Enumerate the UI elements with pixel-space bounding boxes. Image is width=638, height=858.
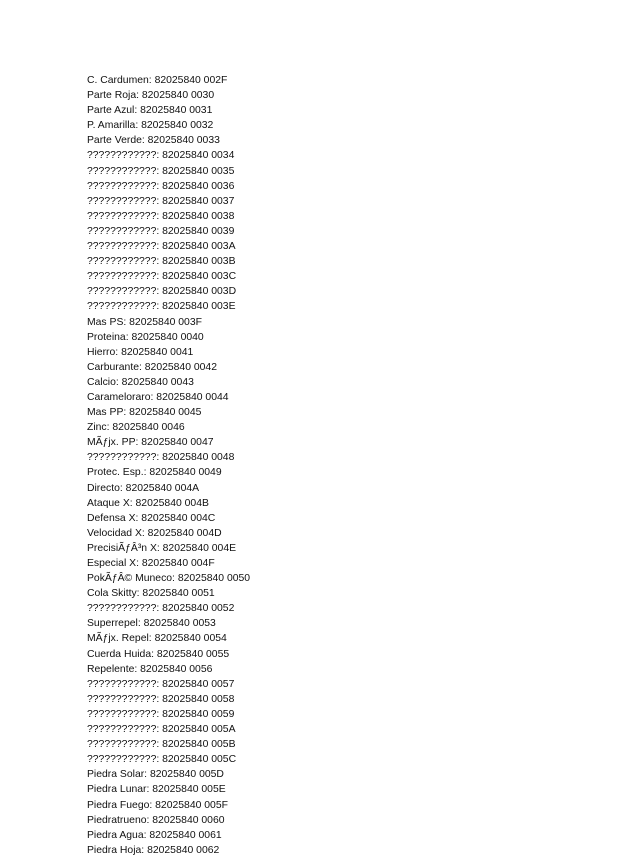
code-line: Especial X: 82025840 004F [87, 558, 215, 569]
code-line: Calcio: 82025840 0043 [87, 376, 194, 388]
code-line: Cola Skitty: 82025840 0051 [87, 588, 215, 600]
code-line: Piedra Fuego: 82025840 005F [87, 799, 228, 811]
code-line: ????????????: 82025840 0038 [87, 210, 235, 222]
code-line: Velocidad X: 82025840 004D [87, 527, 222, 539]
code-line: Piedra Solar: 82025840 005D [87, 769, 224, 781]
code-line: Protec. Esp.: 82025840 0049 [87, 467, 222, 479]
code-line: ????????????: 82025840 0035 [87, 165, 235, 177]
code-line: ????????????: 82025840 0034 [87, 150, 235, 162]
code-line: Superrepel: 82025840 0053 [87, 618, 216, 630]
code-line: ????????????: 82025840 005A [87, 724, 236, 736]
code-line: ????????????: 82025840 0048 [87, 452, 235, 464]
code-line: Mas PS: 82025840 003F [87, 316, 202, 328]
code-line: Piedra Lunar: 82025840 005E [87, 784, 226, 796]
code-line: Carameloraro: 82025840 0044 [87, 391, 229, 403]
code-line: ????????????: 82025840 0039 [87, 225, 235, 237]
code-line: Directo: 82025840 004A [87, 482, 200, 494]
code-line: Piedra Agua: 82025840 0061 [87, 829, 222, 841]
code-line: ????????????: 82025840 0058 [87, 693, 235, 705]
code-line: ????????????: 82025840 005C [87, 754, 237, 766]
code-line: Parte Roja: 82025840 0030 [87, 90, 215, 102]
code-line: P. Amarilla: 82025840 0032 [87, 120, 214, 132]
code-line: ????????????: 82025840 0057 [87, 678, 235, 690]
code-line: Cuerda Huida: 82025840 0055 [87, 648, 230, 660]
code-line: ????????????: 82025840 005B [87, 739, 236, 751]
code-line: PrecisiÃƒÂ³n X: 82025840 004E [87, 542, 237, 554]
code-line: Mas PP: 82025840 0045 [87, 407, 202, 419]
code-line: ????????????: 82025840 003D [87, 286, 237, 298]
code-line: C. Cardumen: 82025840 002F [87, 75, 228, 86]
code-line: Piedra Hoja: 82025840 0062 [87, 844, 220, 856]
code-line: Hierro: 82025840 0041 [87, 346, 194, 358]
code-line: Ataque X: 82025840 004B [87, 497, 209, 509]
code-line: ????????????: 82025840 003B [87, 256, 236, 268]
code-line: ????????????: 82025840 0052 [87, 603, 235, 615]
code-line: Proteina: 82025840 0040 [87, 331, 204, 343]
code-line: MÃƒjx. PP: 82025840 0047 [87, 437, 214, 449]
code-line: ????????????: 82025840 003C [87, 271, 237, 283]
code-line: ????????????: 82025840 0059 [87, 708, 235, 720]
code-line: Parte Azul: 82025840 0031 [87, 105, 213, 117]
code-line: Carburante: 82025840 0042 [87, 361, 217, 373]
code-line: ????????????: 82025840 003A [87, 241, 236, 253]
code-line: ????????????: 82025840 003E [87, 301, 236, 313]
code-line: PokÃƒÂ© Muneco: 82025840 0050 [87, 573, 251, 585]
code-list [87, 73, 250, 858]
code-line: MÃƒjx. Repel: 82025840 0054 [87, 633, 227, 645]
code-line: Parte Verde: 82025840 0033 [87, 135, 220, 147]
code-line: ????????????: 82025840 0037 [87, 195, 235, 207]
code-line: Repelente: 82025840 0056 [87, 663, 213, 675]
code-line: Piedratrueno: 82025840 0060 [87, 814, 225, 826]
code-line: Defensa X: 82025840 004C [87, 512, 216, 524]
code-line: ????????????: 82025840 0036 [87, 180, 235, 192]
code-line: Zinc: 82025840 0046 [87, 422, 185, 434]
